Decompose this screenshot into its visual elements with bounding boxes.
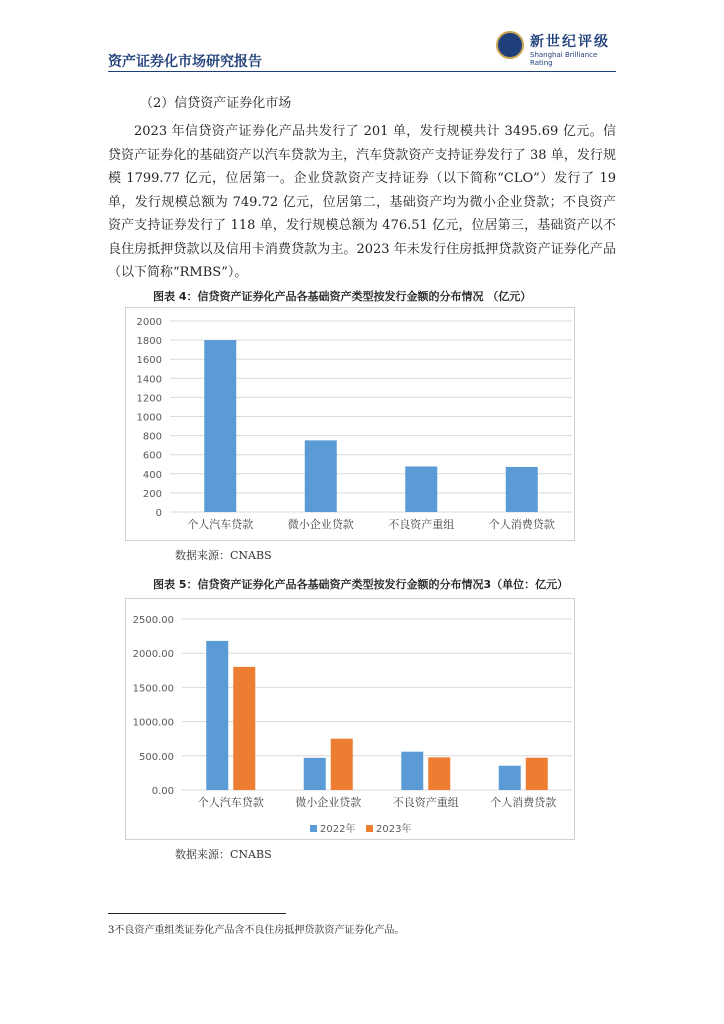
legend-swatch (366, 825, 373, 832)
bar (526, 758, 548, 790)
figure5-chart-frame (125, 598, 575, 840)
logo-text-cn: 新世纪评级 (530, 34, 610, 50)
x-category-label: 不良资产重组 (392, 796, 459, 809)
y-tick-label: 1400 (136, 374, 162, 386)
y-tick-label: 1500.00 (132, 683, 174, 695)
legend-label: 2022年 (320, 824, 356, 835)
section-heading: （2）信贷资产证券化市场 (140, 96, 292, 111)
y-tick-label: 600 (142, 450, 162, 462)
y-tick-label: 200 (142, 488, 162, 500)
y-tick-label: 1800 (136, 336, 162, 348)
bar (401, 752, 423, 790)
y-tick-label: 1000 (136, 412, 162, 424)
figure5-source: 数据来源：CNABS (175, 848, 272, 861)
y-tick-label: 800 (142, 431, 162, 443)
logo-text-en: Shanghai Brilliance Rating (530, 51, 598, 67)
bar (233, 667, 255, 790)
bar (405, 466, 437, 512)
x-category-label: 微小企业贷款 (295, 796, 362, 809)
y-tick-label: 1600 (136, 355, 162, 367)
x-category-label: 个人汽车贷款 (197, 796, 264, 809)
figure4-chart (126, 308, 574, 540)
figure5-chart (126, 599, 574, 839)
y-tick-label: 2000 (136, 317, 162, 328)
y-tick-label: 0 (155, 508, 162, 519)
y-tick-label: 2000.00 (132, 649, 174, 661)
figure5-title: 图表 5：信贷资产证券化产品各基础资产类型按发行金额的分布情况3（单位：亿元） (153, 578, 569, 591)
bar (206, 641, 228, 790)
y-tick-label: 0.00 (151, 786, 174, 797)
footnote-divider (108, 913, 286, 914)
legend-label: 2023年 (376, 824, 412, 835)
bar (305, 440, 337, 512)
y-tick-label: 1000.00 (132, 717, 174, 729)
bar (506, 467, 538, 512)
y-tick-label: 500.00 (139, 751, 174, 763)
x-category-label: 不良资产重组 (388, 518, 455, 531)
x-category-label: 个人消费贷款 (490, 796, 557, 809)
figure4-chart-frame (125, 307, 575, 541)
brand-logo (496, 27, 622, 67)
x-category-label: 微小企业贷款 (287, 518, 354, 531)
bar (428, 757, 450, 790)
figure4-title: 图表 4：信贷资产证券化产品各基础资产类型按发行金额的分布情况 （亿元） (153, 290, 532, 303)
bar (331, 739, 353, 790)
x-category-label: 个人汽车贷款 (187, 518, 254, 531)
y-tick-label: 400 (142, 469, 162, 481)
legend-swatch (310, 825, 317, 832)
figure4-source: 数据来源：CNABS (175, 549, 272, 562)
body-paragraph: 2023 年信贷资产证券化产品共发行了 201 单，发行规模共计 3495.69 亿元。信贷资产证券化的基础资产以汽车贷款为主，汽车贷款资产支持证券发行了 38 单，发行规模 1799.77 亿元，位居第一。企业贷款资产支持证券（以下简称“CLO”）发行了 19 单，发行规模总额为 749.72 亿元，位居第二，基础资产均为微小企业贷款；不良资产资产支持证券发行了 118 单，发行规模总额为 476.51 亿元，位居第三，基础资产以不良住房抵押贷款以及信用卡消费贷款为主。2023 年未发行住房抵押贷款资产证券化产品（以下简称“RMBS”）。 (108, 124, 616, 280)
y-tick-label: 1200 (136, 393, 162, 405)
footnote: 3不良资产重组类证券化产品含不良住房抵押贷款资产证券化产品。 (108, 925, 405, 936)
report-title: 资产证券化市场研究报告 (108, 54, 262, 70)
bar (499, 766, 521, 790)
x-category-label: 个人消费贷款 (488, 518, 555, 531)
header-divider (108, 71, 616, 72)
logo-emblem-icon (496, 31, 524, 59)
y-tick-label: 2500.00 (132, 615, 174, 626)
bar (204, 340, 236, 512)
bar (304, 758, 326, 790)
